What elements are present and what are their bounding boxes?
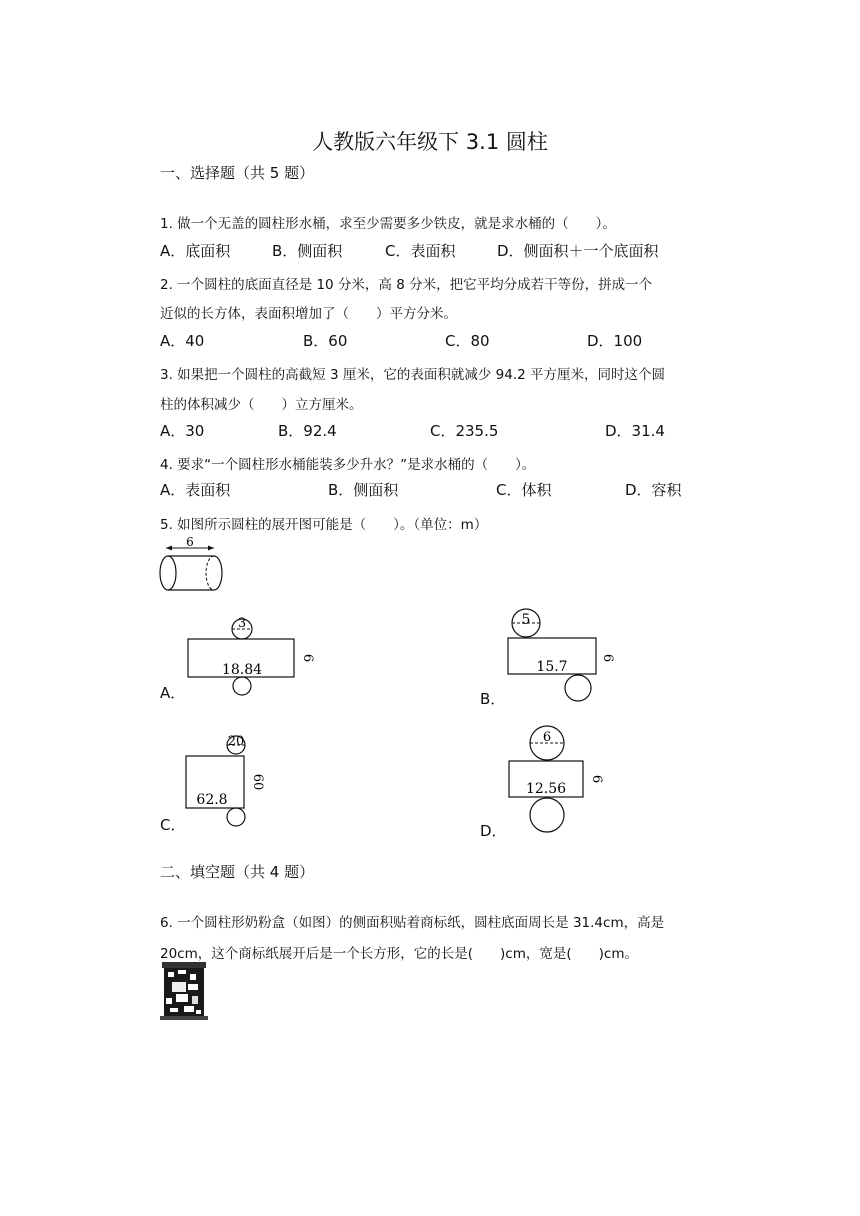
net-d-bottom-circle (530, 798, 564, 832)
question-3-line-1: 3. 如果把一个圆柱的高截短 3 厘米，它的表面积就减少 94.2 平方厘米，同时这个圆 (160, 367, 665, 383)
net-figure-b[interactable] (500, 606, 630, 704)
q4-option-a[interactable]: A．表面积 (160, 481, 231, 499)
arrow-left-icon (166, 546, 172, 551)
net-a-rect-label: 18.84 (221, 662, 263, 678)
cylinder-figure (158, 536, 230, 594)
net-c-bottom-circle (227, 808, 245, 826)
net-a-side-label: 6 (300, 653, 315, 663)
net-c-circle-label: 20 (227, 734, 245, 749)
arrow-right-icon (208, 546, 214, 551)
question-1-text: 1. 做一个无盖的圆柱形水桶，求至少需要多少铁皮，就是求水桶的（ ）。 (160, 216, 616, 232)
q2-option-d[interactable]: D．100 (587, 332, 643, 350)
net-b-rect-label: 15.7 (536, 659, 568, 675)
question-6-line-2: 20cm，这个商标纸展开后是一个长方形，它的长是( )cm，宽是( )cm。 (160, 946, 638, 962)
net-c-side-label: 60 (250, 773, 265, 791)
net-b-side-label: 6 (600, 653, 615, 663)
net-b-bottom-circle (565, 675, 591, 701)
q5-option-d-label[interactable]: D． (480, 822, 507, 840)
question-5-text: 5. 如图所示圆柱的展开图可能是（ ）。（单位：m） (160, 517, 488, 533)
q5-option-c-label[interactable]: C． (160, 816, 186, 834)
q2-option-b[interactable]: B．60 (303, 332, 348, 350)
q1-option-a[interactable]: A．底面积 (160, 242, 231, 260)
q4-option-c[interactable]: C．体积 (496, 481, 552, 499)
question-2-line-2: 近似的长方体，表面积增加了（ ）平方分米。 (160, 306, 457, 322)
q2-option-c[interactable]: C．80 (445, 332, 490, 350)
cylinder-right-base-front (214, 556, 222, 590)
q3-option-c[interactable]: C．235.5 (430, 422, 499, 440)
net-c-rect-label: 62.8 (196, 792, 228, 808)
q4-option-b[interactable]: B．侧面积 (328, 481, 399, 499)
section-heading-choice: 一、选择题（共 5 题） (160, 164, 315, 182)
q1-option-c[interactable]: C．表面积 (385, 242, 456, 260)
q2-option-a[interactable]: A．40 (160, 332, 205, 350)
section-heading-fill: 二、填空题（共 4 题） (160, 863, 315, 881)
q3-option-b[interactable]: B．92.4 (278, 422, 337, 440)
net-figure-a[interactable] (180, 614, 320, 698)
question-2-line-1: 2. 一个圆柱的底面直径是 10 分米，高 8 分米，把它平均分成若干等份，拼成一个 (160, 277, 653, 293)
page-title: 人教版六年级下 3.1 圆柱 (312, 130, 548, 154)
cylinder-length-label: 6 (186, 536, 194, 549)
q3-option-a[interactable]: A．30 (160, 422, 205, 440)
q1-option-d[interactable]: D．侧面积＋一个底面积 (497, 242, 659, 260)
q1-option-b[interactable]: B．侧面积 (272, 242, 343, 260)
cylinder-left-base (160, 556, 176, 590)
net-a-circle-label: 3 (237, 616, 247, 631)
question-6-line-1: 6. 一个圆柱形奶粉盒（如图）的侧面积贴着商标纸，圆柱底面周长是 31.4cm，高是 (160, 915, 665, 931)
net-figure-c[interactable] (180, 732, 270, 830)
q5-option-b-label[interactable]: B． (480, 690, 506, 708)
q4-option-d[interactable]: D．容积 (625, 481, 682, 499)
cylinder-right-base-hidden (206, 556, 214, 590)
net-b-circle-label: 5 (521, 612, 531, 628)
net-figure-d[interactable] (500, 724, 610, 836)
net-a-bottom-circle (233, 677, 251, 695)
net-d-rect-label: 12.56 (525, 781, 567, 797)
milk-powder-can-image (160, 962, 208, 1022)
question-4-text: 4. 要求“一个圆柱形水桶能装多少升水？”是求水桶的（ ）。 (160, 457, 536, 473)
q3-option-d[interactable]: D．31.4 (605, 422, 665, 440)
net-d-side-label: 6 (589, 774, 604, 784)
q5-option-a-label[interactable]: A． (160, 684, 186, 702)
question-3-line-2: 柱的体积减少（ ）立方厘米。 (160, 397, 363, 413)
net-d-circle-label: 6 (542, 730, 552, 745)
